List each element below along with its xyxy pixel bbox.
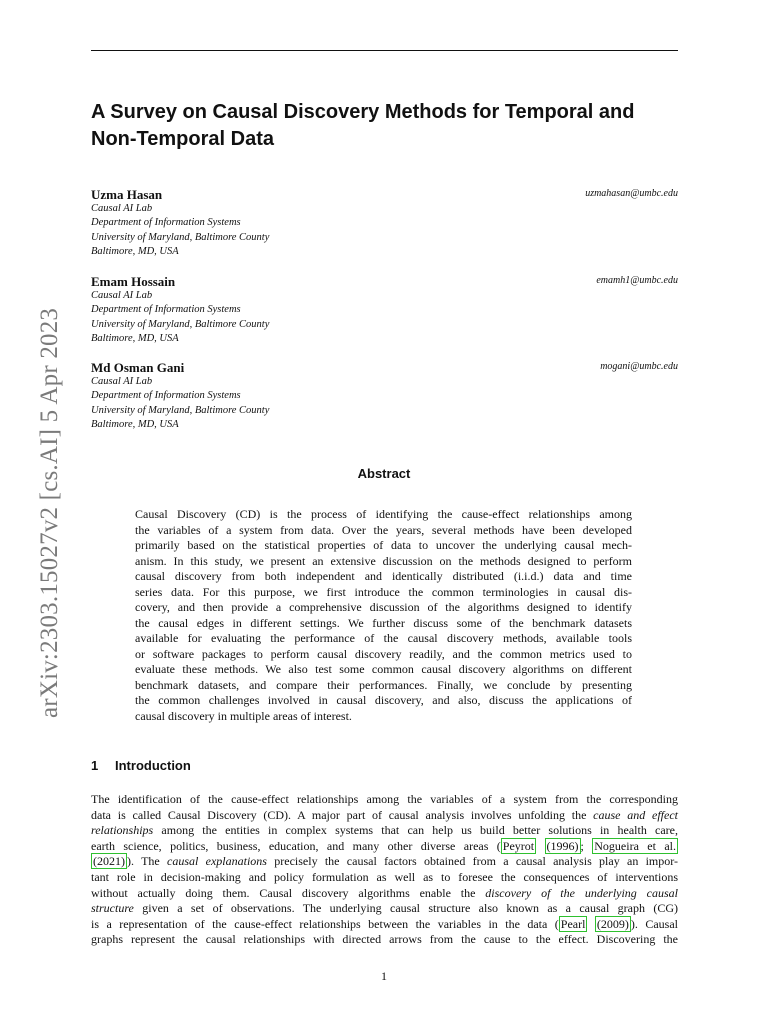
abstract-line: covery, and then provide a comprehensive discussion of the algorithms designed to identify (135, 600, 632, 614)
citation-link[interactable]: (1996) (546, 838, 579, 853)
abstract-line: Causal Discovery (CD) is the process of identifying the cause-effect relationships among (135, 507, 632, 521)
citation-link[interactable]: Nogueira et al. (594, 838, 676, 853)
section-number: 1 (91, 758, 99, 773)
affiliation-line: Baltimore, MD, USA (91, 245, 179, 257)
citation-link[interactable]: Peyrot (502, 838, 535, 853)
affiliation-line: Department of Information Systems (91, 390, 241, 402)
affiliation-line: Baltimore, MD, USA (91, 418, 179, 430)
citation-link[interactable]: (2021) (93, 854, 125, 869)
top-rule (91, 50, 678, 51)
abstract-line: evaluate these methods. We also test some common causal discovery algorithms on different (135, 662, 632, 676)
author-email[interactable]: uzmahasan@umbc.edu (585, 188, 678, 199)
body-line: graphs represent the causal relationships with directed arrows from the cause to the effect. Discovering the (91, 932, 678, 947)
body-line: The identification of the cause-effect relationships among the variables of a system from the corresponding (91, 792, 678, 806)
author-block (91, 274, 678, 346)
abstract-body (135, 507, 632, 724)
body-line: relationships among the entities in complex systems that can help us build better solutions in health care, (91, 823, 678, 838)
title-line: Non-Temporal Data (91, 128, 274, 150)
body-line: structure given a set of observations. The underlying causal structure also known as a causal graph (CG) (91, 901, 678, 916)
abstract-line: anism. In this study, we present an extensive discussion on the methods designed to perform (135, 553, 632, 568)
affiliation-line: University of Maryland, Baltimore County (91, 404, 270, 416)
author-block (91, 360, 678, 432)
intro-body (91, 792, 678, 948)
section-heading (91, 758, 191, 773)
abstract-line: primarily based on the statistical properties of data to uncover the underlying causal mech- (135, 538, 632, 552)
affiliation-line: University of Maryland, Baltimore County (91, 318, 270, 330)
paper-title (91, 99, 691, 153)
body-line: is a representation of the cause-effect relationships between the variables in the data ( Pearl (2009) ). Causal (91, 916, 678, 931)
abstract-line: or software packages to perform causal discovery readily, and the common metrics used to (135, 646, 632, 661)
citation-link[interactable]: Pearl (560, 916, 586, 931)
emphasis: causal explanations (167, 854, 267, 869)
page-number: 1 (381, 969, 387, 983)
abstract-line: the causal edges in different settings. We further discuss some of the benchmark datasets (135, 615, 632, 630)
body-line: (2021) ). The causal explanations precisely the causal factors obtained from a causal analysis play an impor- (93, 854, 679, 869)
body-line: data is called Causal Discovery (CD). A major part of causal analysis involves unfolding the cause and effect (91, 807, 678, 822)
affiliation-line: Causal AI Lab (91, 376, 153, 387)
emphasis: relationships (91, 823, 154, 838)
abstract-line: available for evaluating the performance of the causal discovery methods, available tools (135, 631, 632, 645)
author-email[interactable]: mogani@umbc.edu (600, 361, 678, 372)
affiliation-line: Department of Information Systems (91, 217, 241, 229)
author-name: Md Osman Gani (91, 360, 185, 375)
abstract-line: the variables of a system from data. Over the years, several methods have been developed (135, 522, 632, 537)
body-line: without actually doing them. Causal discovery algorithms enable the discovery of the underlying causal (91, 885, 678, 900)
emphasis: discovery of the underlying causal (485, 885, 678, 900)
affiliation-line: Department of Information Systems (91, 304, 241, 316)
body-line: tant role in decision-making and policy formulation as well as to foresee the consequences of interventions (91, 869, 678, 884)
arxiv-stamp: arXiv:2303.15027v2 [cs.AI] 5 Apr 2023 (36, 307, 63, 718)
author-name: Uzma Hasan (91, 187, 163, 202)
abstract-line: series data. For this purpose, we first introduce the common terminologies in causal dis- (135, 584, 632, 599)
abstract-line: the common challenges involved in causal discovery, and also, discuss the applications of (135, 693, 632, 707)
emphasis: cause and effect (593, 807, 678, 822)
author-block (91, 187, 678, 259)
author-email[interactable]: emamh1@umbc.edu (596, 275, 678, 286)
abstract-line: causal discovery from both independent and identically distributed (i.i.d.) data and time (135, 569, 632, 583)
author-name: Emam Hossain (91, 274, 176, 289)
title-line: A Survey on Causal Discovery Methods for Temporal and (91, 101, 635, 123)
affiliation-line: University of Maryland, Baltimore County (91, 231, 270, 243)
affiliation-line: Causal AI Lab (91, 290, 153, 301)
section-title: Introduction (115, 758, 191, 773)
emphasis: structure (91, 901, 134, 916)
abstract-line: benchmark datasets, and compare their performances. Finally, we conclude by presenting (135, 677, 632, 692)
abstract-heading: Abstract (357, 466, 411, 481)
body-line: earth science, politics, business, education, and many other diverse areas ( Peyrot (1996) ; Nogueira et al. (91, 838, 676, 853)
affiliation-line: Causal AI Lab (91, 203, 153, 214)
abstract-line: causal discovery in multiple areas of interest. (135, 708, 352, 723)
affiliation-line: Baltimore, MD, USA (91, 332, 179, 344)
citation-link[interactable]: (2009) (596, 916, 629, 931)
